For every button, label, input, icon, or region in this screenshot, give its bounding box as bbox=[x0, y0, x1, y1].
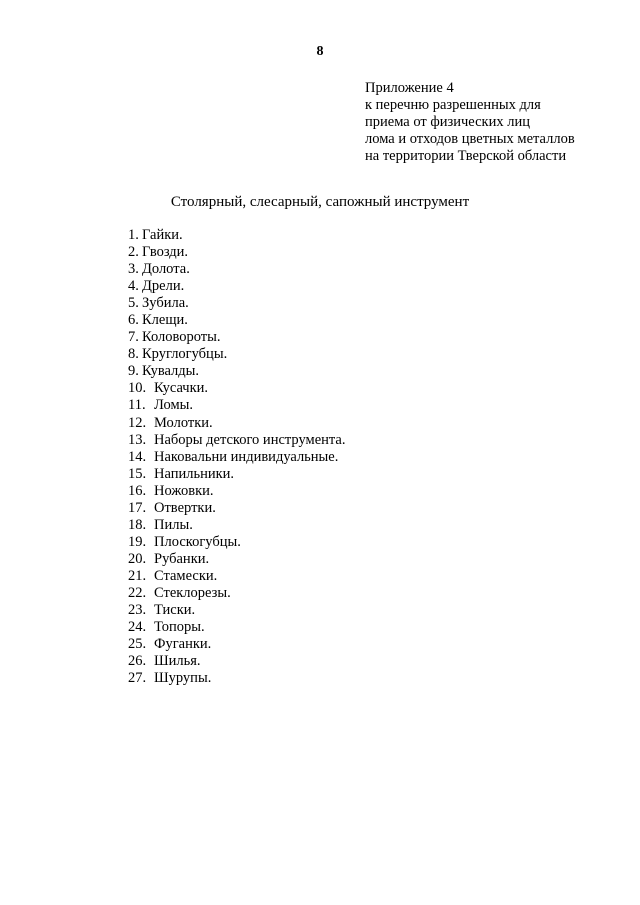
list-item bbox=[128, 517, 345, 534]
list-item-number: 23. bbox=[128, 602, 147, 619]
list-item-text: Шилья. bbox=[154, 653, 201, 670]
list-item-text: Зубила. bbox=[142, 295, 189, 312]
appendix-line: на территории Тверской области bbox=[365, 148, 567, 164]
list-item bbox=[128, 346, 345, 363]
appendix-header bbox=[365, 80, 575, 165]
list-item-number: 6. bbox=[128, 312, 139, 329]
list-item-number: 24. bbox=[128, 619, 147, 636]
document-title: Столярный, слесарный, сапожный инструмент bbox=[170, 194, 470, 210]
list-item bbox=[128, 380, 345, 397]
list-item-number: 14. bbox=[128, 448, 147, 465]
list-item bbox=[128, 329, 345, 346]
list-item-text: Рубанки. bbox=[154, 550, 210, 567]
page-number: 8 bbox=[316, 44, 324, 59]
list-item-text: Ломы. bbox=[154, 397, 193, 414]
list-item-text: Пилы. bbox=[154, 516, 193, 533]
list-item-text: Дрели. bbox=[142, 278, 185, 295]
list-item-number: 16. bbox=[128, 482, 147, 499]
list-item bbox=[128, 295, 345, 312]
list-item-number: 27. bbox=[128, 670, 147, 687]
list-item-number: 22. bbox=[128, 584, 147, 601]
list-item-text: Стеклорезы. bbox=[154, 584, 231, 601]
list-item-text: Наковальни индивидуальные. bbox=[154, 448, 339, 465]
list-item-text: Тиски. bbox=[154, 602, 196, 619]
appendix-line: лома и отходов цветных металлов bbox=[365, 131, 575, 147]
list-item-number: 12. bbox=[128, 414, 147, 431]
list-item bbox=[128, 278, 345, 295]
list-item bbox=[128, 449, 345, 466]
list-item-number: 21. bbox=[128, 567, 147, 584]
list-item-number: 9. bbox=[128, 363, 139, 380]
list-item-text: Наборы детского инструмента. bbox=[154, 431, 346, 448]
list-item-number: 13. bbox=[128, 431, 147, 448]
list-item-text: Шурупы. bbox=[154, 670, 212, 687]
appendix-line: к перечню разрешенных для bbox=[365, 97, 541, 113]
list-item bbox=[128, 653, 345, 670]
list-item-text: Круглогубцы. bbox=[142, 346, 228, 363]
list-item-number: 5. bbox=[128, 295, 139, 312]
list-item bbox=[128, 585, 345, 602]
list-item-number: 18. bbox=[128, 516, 147, 533]
list-item-number: 3. bbox=[128, 261, 139, 278]
list-item bbox=[128, 670, 345, 687]
list-item-text: Гайки. bbox=[142, 227, 183, 243]
list-item-number: 4. bbox=[128, 278, 139, 295]
list-item-text: Напильники. bbox=[154, 465, 235, 482]
list-item-number: 7. bbox=[128, 329, 139, 346]
list-item-number: 19. bbox=[128, 533, 147, 550]
list-item bbox=[128, 363, 345, 380]
list-item bbox=[128, 466, 345, 483]
list-item bbox=[128, 534, 345, 551]
list-item-text: Плоскогубцы. bbox=[154, 533, 241, 550]
list-item bbox=[128, 619, 345, 636]
list-item-text: Топоры. bbox=[154, 619, 205, 636]
appendix-line: приема от физических лиц bbox=[365, 114, 530, 130]
list-item bbox=[128, 636, 345, 653]
list-item-number: 20. bbox=[128, 550, 147, 567]
list-item-text: Стамески. bbox=[154, 567, 218, 584]
tool-list bbox=[128, 227, 345, 687]
list-item bbox=[128, 432, 345, 449]
list-item bbox=[128, 312, 345, 329]
list-item bbox=[128, 227, 345, 244]
list-item bbox=[128, 551, 345, 568]
list-item-text: Гвозди. bbox=[142, 244, 189, 261]
list-item-number: 10. bbox=[128, 380, 147, 397]
list-item-number: 2. bbox=[128, 244, 139, 261]
appendix-line: Приложение 4 bbox=[365, 80, 454, 96]
list-item bbox=[128, 568, 345, 585]
list-item bbox=[128, 415, 345, 432]
list-item bbox=[128, 483, 345, 500]
list-item-text: Молотки. bbox=[154, 414, 213, 431]
list-item bbox=[128, 244, 345, 261]
list-item-number: 17. bbox=[128, 499, 147, 516]
list-item-number: 11. bbox=[128, 397, 146, 414]
list-item-number: 1. bbox=[128, 227, 139, 243]
list-item-number: 26. bbox=[128, 653, 147, 670]
list-item bbox=[128, 397, 345, 414]
list-item-text: Кувалды. bbox=[142, 363, 200, 380]
list-item-text: Отвертки. bbox=[154, 499, 216, 516]
list-item-text: Коловороты. bbox=[142, 329, 221, 346]
list-item-text: Фуганки. bbox=[154, 636, 212, 653]
list-item bbox=[128, 261, 345, 278]
list-item bbox=[128, 500, 345, 517]
list-item bbox=[128, 602, 345, 619]
list-item-text: Ножовки. bbox=[154, 482, 214, 499]
list-item-text: Клещи. bbox=[142, 312, 188, 329]
list-item-text: Кусачки. bbox=[154, 380, 209, 397]
list-item-number: 8. bbox=[128, 346, 139, 363]
list-item-text: Долота. bbox=[142, 261, 190, 278]
list-item-number: 25. bbox=[128, 636, 147, 653]
list-item-number: 15. bbox=[128, 465, 147, 482]
